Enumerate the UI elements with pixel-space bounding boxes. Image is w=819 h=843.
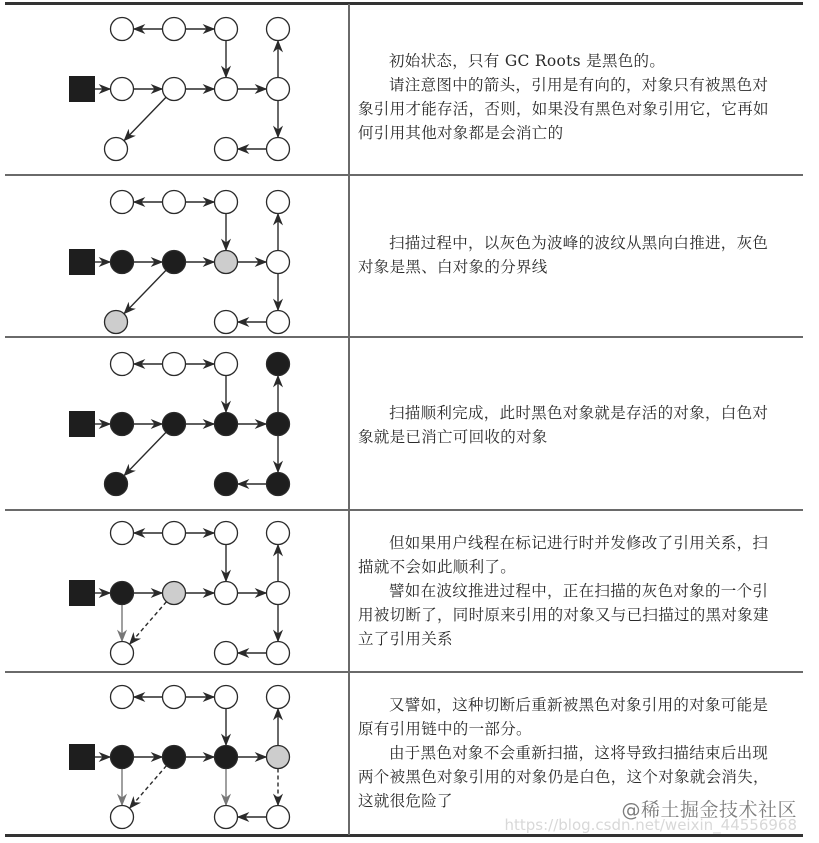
object-graph-diagram xyxy=(5,511,348,671)
object-node-black xyxy=(105,473,128,496)
reference-arrow xyxy=(124,270,166,313)
graph-svg xyxy=(5,338,348,508)
graph-svg xyxy=(5,5,348,175)
row-description xyxy=(358,49,778,145)
object-node-black xyxy=(111,413,134,436)
gc-root-square xyxy=(69,411,95,437)
reference-arrow xyxy=(124,97,166,140)
object-node-black xyxy=(267,473,290,496)
description-paragraph: 扫描顺利完成，此时黑色对象就是存活的对象，白色对象就是已消亡可回收的对象 xyxy=(358,404,769,446)
object-graph-diagram xyxy=(5,5,348,174)
description-paragraph: 请注意图中的箭头，引用是有向的，对象只有被黑色对象引用才能存活，否则，如果没有黑色对象引用它，它再如何引用其他对象都是会消亡的 xyxy=(358,76,769,142)
tricolor-marking-table xyxy=(5,2,803,837)
reference-arrow xyxy=(124,432,166,475)
object-node-white xyxy=(267,138,290,161)
object-graph-diagram xyxy=(5,176,348,336)
object-node-white xyxy=(267,686,290,709)
graph-svg xyxy=(5,511,348,681)
description-paragraph: 扫描过程中，以灰色为波峰的波纹从黑向白推进，灰色对象是黑、白对象的分界线 xyxy=(358,234,769,276)
object-node-black xyxy=(215,473,238,496)
row-initial-state xyxy=(5,5,803,174)
object-node-black xyxy=(215,413,238,436)
object-node-gray xyxy=(105,311,128,334)
object-node-white xyxy=(215,642,238,665)
object-node-white xyxy=(215,191,238,214)
object-node-black xyxy=(163,746,186,769)
object-node-black xyxy=(111,746,134,769)
object-node-white xyxy=(111,18,134,41)
object-node-white xyxy=(215,18,238,41)
description-paragraph: 譬如在波纹推进过程中，正在扫描的灰色对象的一个引用被切断了，同时原来引用的对象又与已扫描过的黑对象建立了引用关系 xyxy=(358,582,769,648)
object-node-white xyxy=(215,686,238,709)
row-concurrent-modification xyxy=(5,511,803,671)
gc-root-square xyxy=(69,249,95,275)
object-node-white xyxy=(267,78,290,101)
object-node-white xyxy=(215,522,238,545)
watermark-brand: @稀土掘金技术社区 xyxy=(621,799,797,821)
object-node-white xyxy=(267,18,290,41)
object-node-white xyxy=(163,686,186,709)
gc-root-square xyxy=(69,744,95,770)
row-description xyxy=(358,231,778,279)
row-description xyxy=(358,531,778,651)
object-graph-diagram xyxy=(5,338,348,509)
object-graph-diagram xyxy=(5,673,348,834)
object-node-white xyxy=(111,522,134,545)
description-paragraph: 但如果用户线程在标记进行时并发修改了引用关系，扫描就不会如此顺利了。 xyxy=(358,534,769,576)
object-node-white xyxy=(267,251,290,274)
object-node-white xyxy=(111,353,134,376)
description-paragraph: 又譬如，这种切断后重新被黑色对象引用的对象可能是原有引用链中的一部分。 xyxy=(358,696,769,738)
object-node-black xyxy=(163,251,186,274)
object-node-black xyxy=(215,746,238,769)
object-node-white xyxy=(111,806,134,829)
object-node-white xyxy=(267,582,290,605)
row-scanning xyxy=(5,176,803,336)
object-node-white xyxy=(111,191,134,214)
object-node-white xyxy=(215,138,238,161)
row-scan-complete xyxy=(5,338,803,509)
object-node-white xyxy=(215,311,238,334)
object-node-white xyxy=(267,642,290,665)
object-node-white xyxy=(267,311,290,334)
object-node-white xyxy=(111,686,134,709)
object-node-white xyxy=(163,522,186,545)
object-node-black xyxy=(267,353,290,376)
object-node-white xyxy=(215,353,238,376)
object-node-black xyxy=(111,582,134,605)
gc-root-square xyxy=(69,76,95,102)
object-node-gray xyxy=(215,251,238,274)
object-node-white xyxy=(111,642,134,665)
row-description xyxy=(358,401,778,449)
object-node-white xyxy=(105,138,128,161)
graph-svg xyxy=(5,673,348,843)
object-node-white xyxy=(163,18,186,41)
object-node-white xyxy=(215,582,238,605)
watermark-url: https://blog.csdn.net/weixin_44556968 xyxy=(504,816,797,834)
object-node-white xyxy=(163,191,186,214)
object-node-white xyxy=(215,78,238,101)
object-node-gray xyxy=(163,582,186,605)
cut-reference-arrow xyxy=(130,766,167,808)
object-node-black xyxy=(163,413,186,436)
description-paragraph: 初始状态，只有 GC Roots 是黑色的。 xyxy=(389,52,666,70)
object-node-white xyxy=(267,806,290,829)
object-node-black xyxy=(267,413,290,436)
graph-svg xyxy=(5,176,348,346)
object-node-white xyxy=(267,522,290,545)
gc-root-square xyxy=(69,580,95,606)
object-node-gray xyxy=(267,746,290,769)
object-node-white xyxy=(215,806,238,829)
object-node-white xyxy=(111,78,134,101)
cut-reference-arrow xyxy=(130,602,167,644)
watermark xyxy=(504,795,797,834)
object-node-white xyxy=(163,78,186,101)
description-paragraph: 由于黑色对象不会重新扫描，这将导致扫描结束后出现两个被黑色对象引用的对象仍是白色，这个对象就会消失，这就很危险了 xyxy=(358,744,769,810)
object-node-white xyxy=(163,353,186,376)
object-node-white xyxy=(267,191,290,214)
object-node-black xyxy=(111,251,134,274)
